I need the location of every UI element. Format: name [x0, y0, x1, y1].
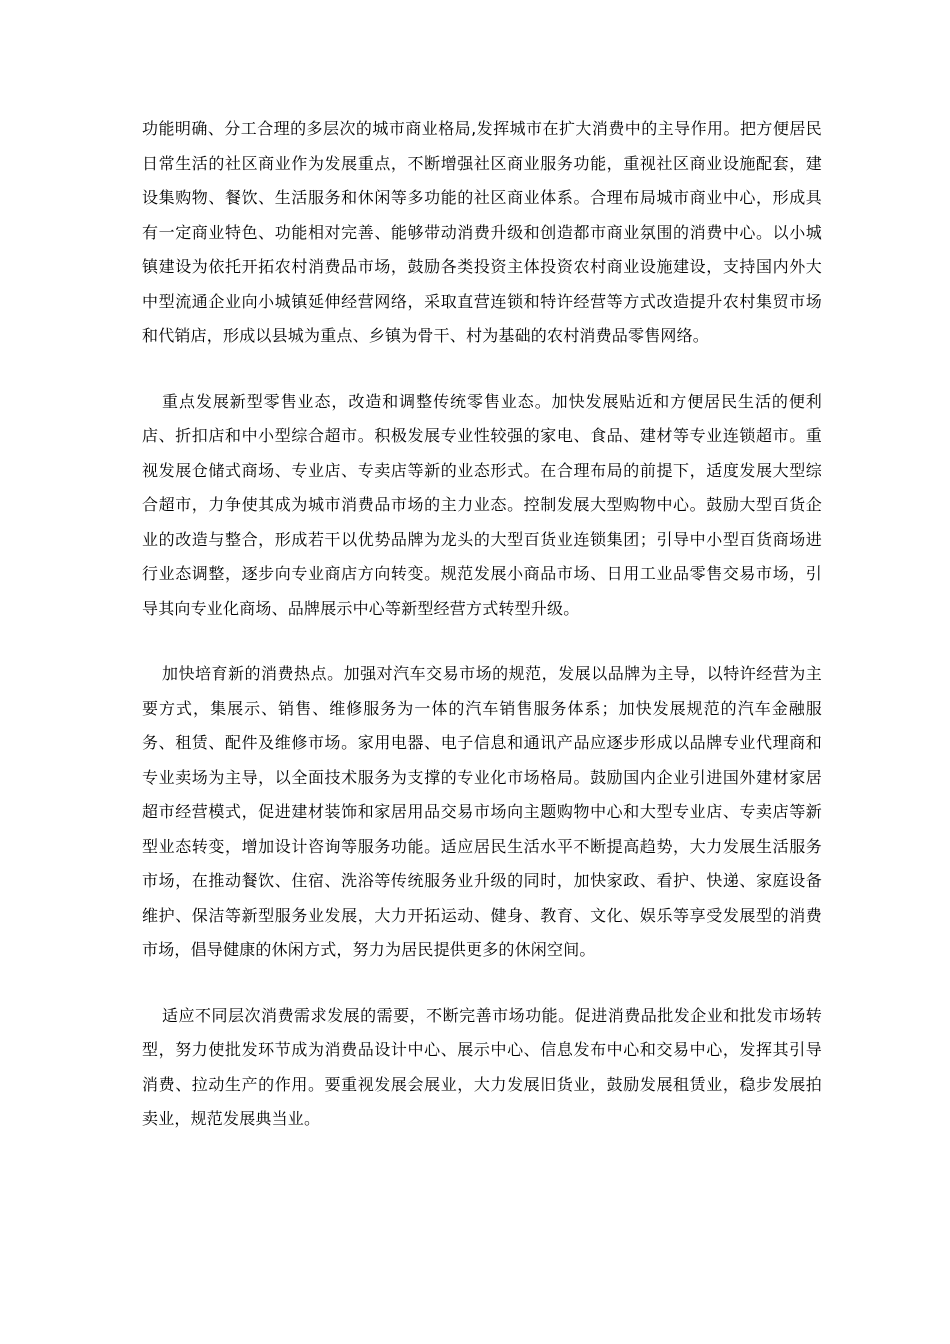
paragraph-3: 加快培育新的消费热点。加强对汽车交易市场的规范，发展以品牌为主导，以特许经营为主要方式，集展示、销售、维修服务为一体的汽车销售服务体系；加快发展规范的汽车金融服务、租赁、配件及维修市场。家用电器、电子信息和通讯产品应逐步形成以品牌专业代理商和专业卖场为主导，以全面技术服务为支撑的专业化市场格局。鼓励国内企业引进国外建材家居超市经营模式，促进建材装饰和家居用品交易市场向主题购物中心和大型专业店、专卖店等新型业态转变，增加设计咨询等服务功能。适应居民生活水平不断提高趋势，大力发展生活服务市场，在推动餐饮、住宿、洗浴等传统服务业升级的同时，加快家政、看护、快递、家庭设备维护、保洁等新型服务业发展，大力开拓运动、健身、教育、文化、娱乐等享受发展型的消费市场，倡导健康的休闲方式，努力为居民提供更多的休闲空间。: [142, 664, 822, 959]
document-body: [142, 112, 822, 1168]
paragraph-4: 适应不同层次消费需求发展的需要，不断完善市场功能。促进消费品批发企业和批发市场转型，努力使批发环节成为消费品设计中心、展示中心、信息发布中心和交易中心，发挥其引导消费、拉动生产的作用。要重视发展会展业，大力发展旧货业，鼓励发展租赁业，稳步发展拍卖业，规范发展典当业。: [142, 1005, 822, 1128]
paragraph-2: 重点发展新型零售业态，改造和调整传统零售业态。加快发展贴近和方便居民生活的便利店、折扣店和中小型综合超市。积极发展专业性较强的家电、食品、建材等专业连锁超市。重视发展仓储式商场、专业店、专卖店等新的业态形式。在合理布局的前提下，适度发展大型综合超市，力争使其成为城市消费品市场的主力业态。控制发展大型购物中心。鼓励大型百货企业的改造与整合，形成若干以优势品牌为龙头的大型百货业连锁集团；引导中小型百货商场进行业态调整，逐步向专业商店方向转变。规范发展小商品市场、日用工业品零售交易市场，引导其向专业化商场、品牌展示中心等新型经营方式转型升级。: [142, 391, 822, 618]
paragraph-1: 功能明确、分工合理的多层次的城市商业格局,发挥城市在扩大消费中的主导作用。把方便居民日常生活的社区商业作为发展重点，不断增强社区商业服务功能，重视社区商业设施配套，建设集购物、餐饮、生活服务和休闲等多功能的社区商业体系。合理布局城市商业中心，形成具有一定商业特色、功能相对完善、能够带动消费升级和创造都市商业氛围的消费中心。以小城镇建设为依托开拓农村消费品市场，鼓励各类投资主体投资农村商业设施建设，支持国内外大中型流通企业向小城镇延伸经营网络，采取直营连锁和特许经营等方式改造提升农村集贸市场和代销店，形成以县城为重点、乡镇为骨干、村为基础的农村消费品零售网络。: [142, 119, 822, 345]
